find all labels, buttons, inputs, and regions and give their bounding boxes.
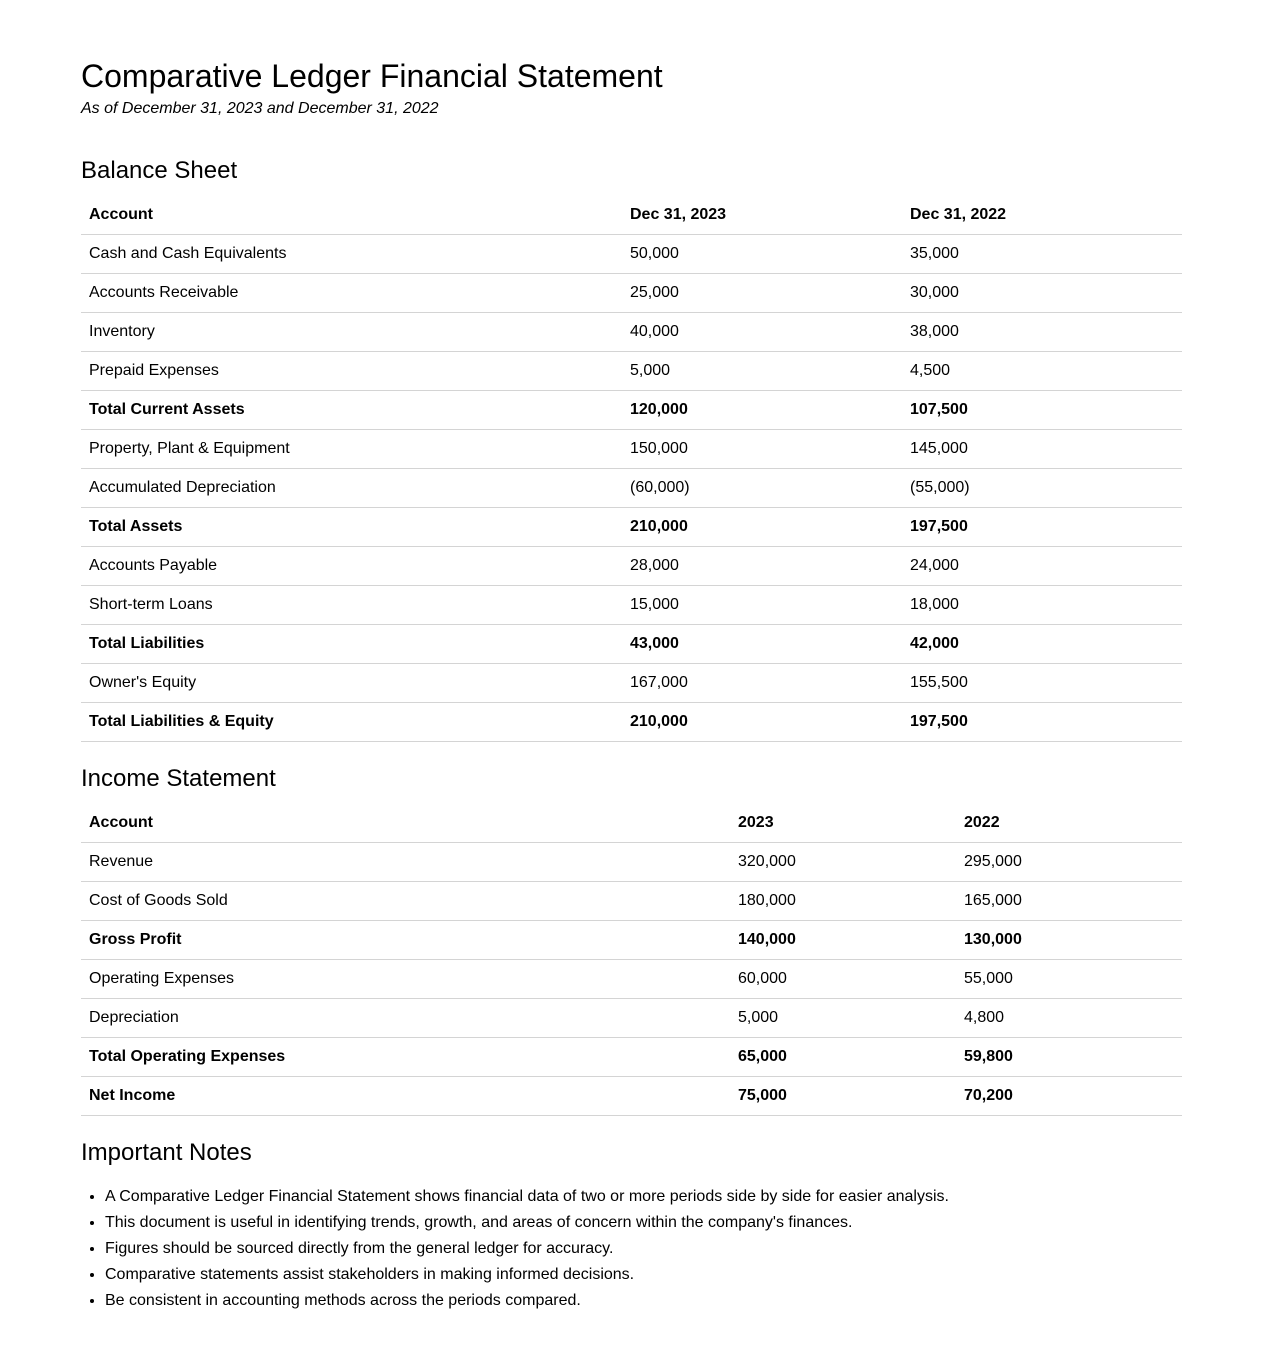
table-header-row (81, 196, 1182, 235)
balance-sheet-table (81, 196, 1182, 742)
table-row (81, 235, 1182, 274)
account-cell: Total Liabilities (81, 625, 622, 664)
current-value-cell: 167,000 (622, 664, 902, 703)
table-row (81, 960, 1182, 999)
prior-value-cell: 295,000 (956, 843, 1182, 882)
account-cell: Property, Plant & Equipment (81, 430, 622, 469)
current-value-cell: 60,000 (730, 960, 956, 999)
account-cell: Total Operating Expenses (81, 1038, 730, 1077)
prior-value-cell: 4,800 (956, 999, 1182, 1038)
table-header-row (81, 804, 1182, 843)
account-cell: Accounts Payable (81, 547, 622, 586)
current-value-cell: (60,000) (622, 469, 902, 508)
table-row-total (81, 1077, 1182, 1116)
current-value-cell: 28,000 (622, 547, 902, 586)
prior-value-cell: 30,000 (902, 274, 1182, 313)
column-header-current: 2023 (730, 804, 956, 843)
notes-container (81, 1184, 1182, 1312)
current-value-cell: 50,000 (622, 235, 902, 274)
account-cell: Total Current Assets (81, 391, 622, 430)
note-item: • Figures should be sourced directly from the general ledger for accuracy. (105, 1236, 1182, 1262)
account-cell: Accounts Receivable (81, 274, 622, 313)
prior-value-cell: 165,000 (956, 882, 1182, 921)
prior-value-cell: 145,000 (902, 430, 1182, 469)
current-value-cell: 15,000 (622, 586, 902, 625)
current-value-cell: 320,000 (730, 843, 956, 882)
current-value-cell: 210,000 (622, 508, 902, 547)
table-row-total (81, 921, 1182, 960)
page-subtitle: As of December 31, 2023 and December 31, 2022 (81, 100, 439, 117)
page-title: Comparative Ledger Financial Statement (81, 58, 663, 94)
prior-value-cell: 59,800 (956, 1038, 1182, 1077)
current-value-cell: 65,000 (730, 1038, 956, 1077)
table-row-total (81, 703, 1182, 742)
account-cell: Accumulated Depreciation (81, 469, 622, 508)
note-item: • This document is useful in identifying trends, growth, and areas of concern within the company's finances. (105, 1210, 1182, 1236)
account-cell: Revenue (81, 843, 730, 882)
table-row (81, 352, 1182, 391)
income-statement-table (81, 804, 1182, 1116)
prior-value-cell: 107,500 (902, 391, 1182, 430)
table-row (81, 664, 1182, 703)
prior-value-cell: 197,500 (902, 703, 1182, 742)
column-header-current: Dec 31, 2023 (622, 196, 902, 235)
prior-value-cell: 155,500 (902, 664, 1182, 703)
account-cell: Depreciation (81, 999, 730, 1038)
current-value-cell: 40,000 (622, 313, 902, 352)
current-value-cell: 5,000 (730, 999, 956, 1038)
current-value-cell: 150,000 (622, 430, 902, 469)
account-cell: Cash and Cash Equivalents (81, 235, 622, 274)
table-row (81, 586, 1182, 625)
income-statement-heading: Income Statement (81, 765, 276, 792)
balance-sheet-heading: Balance Sheet (81, 157, 238, 184)
table-row-total (81, 625, 1182, 664)
column-header-account: Account (81, 196, 622, 235)
table-row-total (81, 508, 1182, 547)
notes-list (81, 1184, 1182, 1312)
account-cell: Net Income (81, 1077, 730, 1116)
statement-page (81, 56, 1182, 1312)
column-header-account: Account (81, 804, 730, 843)
note-item: • Be consistent in accounting methods across the periods compared. (105, 1288, 1182, 1312)
prior-value-cell: 4,500 (902, 352, 1182, 391)
column-header-prior: 2022 (956, 804, 1182, 843)
account-cell: Inventory (81, 313, 622, 352)
prior-value-cell: 24,000 (902, 547, 1182, 586)
current-value-cell: 43,000 (622, 625, 902, 664)
table-row-total (81, 1038, 1182, 1077)
table-row (81, 313, 1182, 352)
note-item: • Comparative statements assist stakeholders in making informed decisions. (105, 1262, 1182, 1288)
current-value-cell: 180,000 (730, 882, 956, 921)
account-cell: Owner's Equity (81, 664, 622, 703)
current-value-cell: 5,000 (622, 352, 902, 391)
notes-heading: Important Notes (81, 1139, 252, 1166)
prior-value-cell: 55,000 (956, 960, 1182, 999)
account-cell: Total Liabilities & Equity (81, 703, 622, 742)
prior-value-cell: 70,200 (956, 1077, 1182, 1116)
note-item: • A Comparative Ledger Financial Statement shows financial data of two or more periods side by side for easier analysis. (105, 1184, 1182, 1210)
account-cell: Cost of Goods Sold (81, 882, 730, 921)
column-header-prior: Dec 31, 2022 (902, 196, 1182, 235)
prior-value-cell: 18,000 (902, 586, 1182, 625)
account-cell: Short-term Loans (81, 586, 622, 625)
current-value-cell: 75,000 (730, 1077, 956, 1116)
table-row (81, 274, 1182, 313)
prior-value-cell: 35,000 (902, 235, 1182, 274)
table-row (81, 843, 1182, 882)
table-row (81, 469, 1182, 508)
prior-value-cell: 197,500 (902, 508, 1182, 547)
prior-value-cell: (55,000) (902, 469, 1182, 508)
prior-value-cell: 42,000 (902, 625, 1182, 664)
account-cell: Gross Profit (81, 921, 730, 960)
table-row (81, 882, 1182, 921)
table-row (81, 547, 1182, 586)
table-row-total (81, 391, 1182, 430)
table-row (81, 430, 1182, 469)
prior-value-cell: 38,000 (902, 313, 1182, 352)
current-value-cell: 25,000 (622, 274, 902, 313)
prior-value-cell: 130,000 (956, 921, 1182, 960)
account-cell: Prepaid Expenses (81, 352, 622, 391)
current-value-cell: 140,000 (730, 921, 956, 960)
current-value-cell: 210,000 (622, 703, 902, 742)
account-cell: Operating Expenses (81, 960, 730, 999)
current-value-cell: 120,000 (622, 391, 902, 430)
table-row (81, 999, 1182, 1038)
account-cell: Total Assets (81, 508, 622, 547)
